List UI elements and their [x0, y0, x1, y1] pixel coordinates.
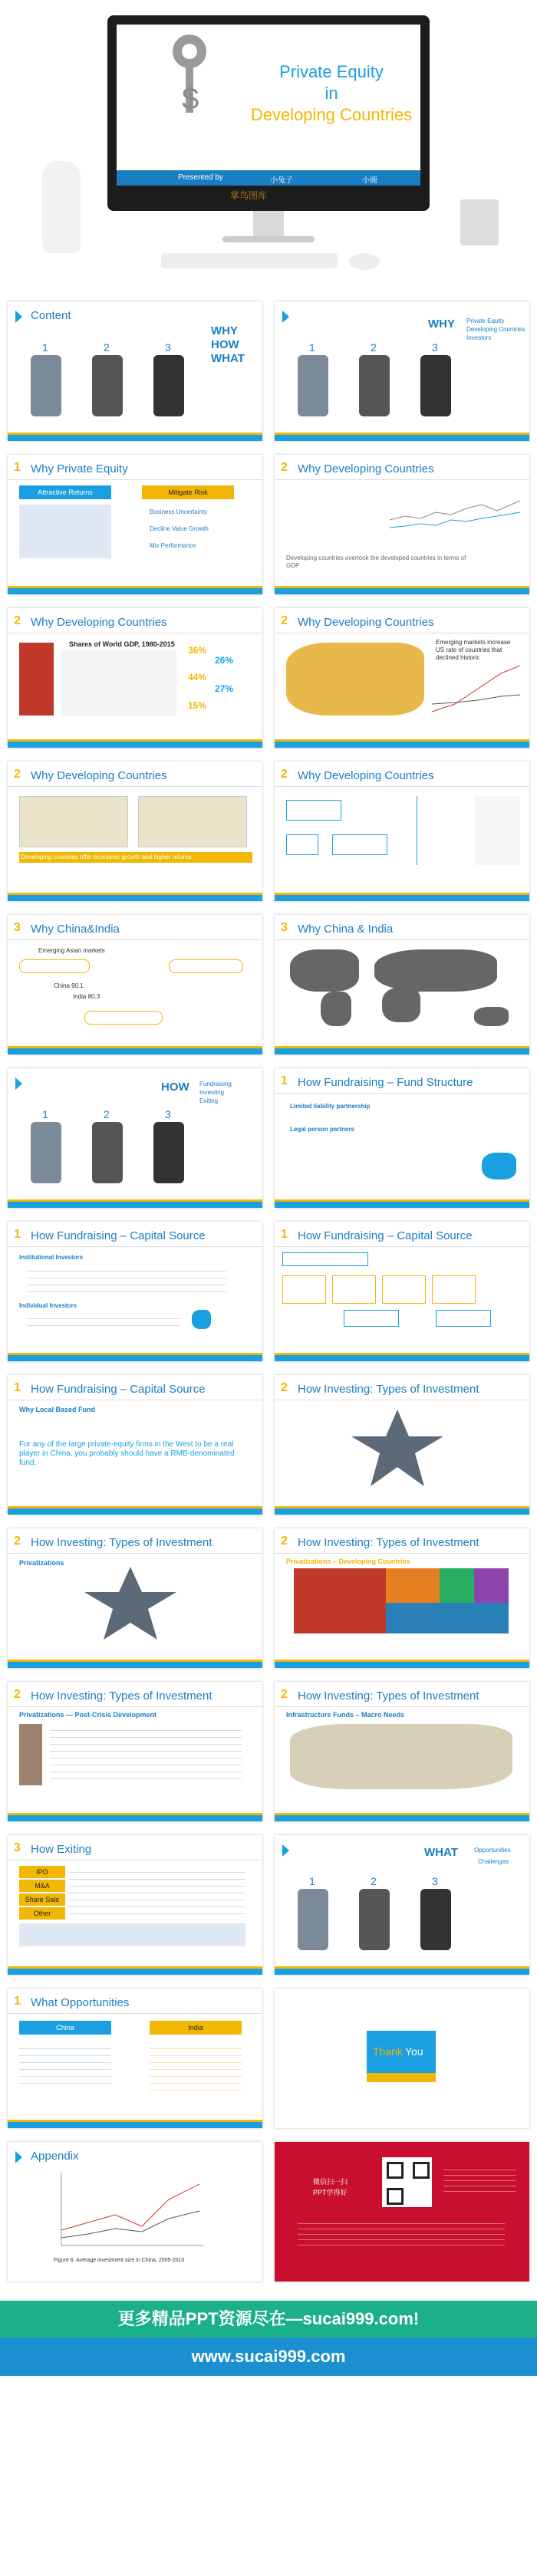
photo-strip	[19, 1724, 42, 1785]
qr-line-2: PPT学得好	[313, 2189, 348, 2196]
divider	[8, 786, 262, 787]
footer-bar	[8, 1815, 262, 1821]
phone-image	[420, 355, 451, 416]
chevron-right-icon	[282, 1844, 289, 1857]
step-number: 2	[104, 341, 110, 354]
slide-title: Why Developing Countries	[298, 462, 434, 475]
slide-title: Why Developing Countries	[31, 769, 167, 782]
section-number: 1	[14, 461, 21, 474]
footer-bar	[8, 895, 262, 901]
phone-image	[153, 1122, 184, 1183]
divider	[8, 2013, 262, 2014]
footer-bar	[275, 588, 529, 594]
why-how-what	[211, 324, 245, 366]
section-heading: Privatizations — Post-Crisis Development	[19, 1711, 157, 1719]
hero-title-line3: Developing Countries	[250, 105, 413, 124]
mindmap-details	[474, 796, 520, 865]
percent-label: 27%	[215, 683, 234, 694]
mindmap-branch	[417, 796, 475, 865]
section-number: 2	[14, 1535, 21, 1548]
svg-text:$: $	[182, 82, 199, 116]
section-number: 1	[14, 1381, 21, 1394]
section-number: 3	[14, 1841, 21, 1854]
china-box: China	[19, 2021, 111, 2035]
slide-what[interactable]	[275, 1835, 529, 1975]
footer-bar	[275, 1048, 529, 1054]
slide-note: Emerging markets increase US rate of countries that declined historic	[436, 639, 511, 661]
qr-line-1: 微信扫一扫	[313, 2178, 348, 2186]
map-africa	[382, 988, 420, 1022]
promo-text-block	[298, 2219, 505, 2249]
slide-what-opportunities[interactable]	[8, 1989, 262, 2128]
how-item: Investing	[199, 1089, 225, 1096]
section-number: 1	[281, 1228, 288, 1241]
slide-capital-source-1[interactable]	[8, 1222, 262, 1361]
india-map-icon	[192, 1310, 211, 1329]
divider	[275, 1246, 529, 1247]
pencil-cup-illustration	[460, 199, 499, 245]
attractive-returns-box: Attractive Returns	[19, 485, 111, 499]
slide-capital-source-3[interactable]	[8, 1375, 262, 1515]
section-number: 1	[14, 1995, 21, 2008]
slide-title: What Opportunities	[31, 1996, 130, 2009]
treemap-block	[386, 1603, 509, 1633]
what-item: Challenges	[478, 1858, 509, 1865]
hero-title	[247, 61, 416, 126]
promo-text-block	[443, 2165, 516, 2196]
investment-size-chart	[54, 2169, 207, 2253]
phone-image	[359, 1889, 390, 1950]
step-number: 3	[432, 1875, 438, 1887]
slide-why[interactable]	[275, 301, 529, 441]
exit-table	[19, 1923, 245, 1946]
footer-bar	[275, 1202, 529, 1208]
promo-banner[interactable]	[0, 2301, 537, 2337]
slide-title: Why China&India	[31, 923, 120, 936]
treemap-block	[474, 1568, 509, 1603]
keyboard-illustration	[161, 253, 338, 268]
footer-bar	[275, 1355, 529, 1361]
footer-bar	[275, 895, 529, 901]
investor-type: Institutional Investors	[19, 1254, 84, 1261]
section-number: 2	[281, 1535, 288, 1548]
monitor-base	[222, 236, 315, 242]
slide-types-1[interactable]	[275, 1375, 529, 1515]
divider	[275, 1553, 529, 1554]
presenter-label: Presented by	[178, 173, 223, 182]
phone-image	[153, 355, 184, 416]
step-number: 2	[104, 1108, 110, 1120]
risk-item: Decline Value Growth	[150, 525, 209, 532]
section-number: 3	[14, 921, 21, 934]
mindmap-node	[332, 834, 387, 855]
slide-title: Content	[31, 309, 71, 322]
text-block	[150, 2042, 242, 2096]
footer-bar	[275, 742, 529, 748]
slide-why-developing-3[interactable]	[275, 608, 529, 748]
section-number: 2	[281, 614, 288, 627]
footer-bar	[8, 435, 262, 441]
slide-why-developing-1[interactable]	[275, 455, 529, 594]
presenter-bar	[117, 170, 420, 186]
hero-watermark: 掌鸟图库	[230, 190, 268, 201]
footer-bar	[8, 1048, 262, 1054]
chevron-right-icon	[15, 2151, 22, 2163]
gdp-share-chart	[61, 650, 176, 716]
slide-title: Why China & India	[298, 923, 394, 936]
exit-route: Other	[19, 1907, 65, 1920]
how-item: Exiting	[199, 1097, 219, 1104]
slide-title: How Investing: Types of Investment	[31, 1689, 212, 1703]
slide-title: How Investing: Types of Investment	[31, 1536, 212, 1549]
figure-caption: Figure 6. Average investment size in China, 2005-2010	[54, 2258, 185, 2263]
step-number: 1	[42, 1108, 48, 1120]
how-item: Fundraising	[199, 1081, 232, 1087]
text-block	[19, 2042, 111, 2088]
quote-text: For any of the large private-equity firms in the West to be a real player in China, you probably should have a RMB-denominated fund.	[19, 1440, 235, 1467]
phone-image	[31, 355, 61, 416]
risk-item: Business Uncertainty	[150, 508, 208, 515]
hero-section	[0, 0, 537, 295]
qr-code[interactable]	[382, 2157, 432, 2207]
map-australia	[474, 1007, 509, 1026]
percent-label: 26%	[215, 655, 234, 666]
slide-why-developing-4[interactable]	[8, 762, 262, 901]
footer-bar	[8, 1202, 262, 1208]
phone-image	[31, 1122, 61, 1183]
monitor-screen	[117, 25, 420, 186]
slide-title: How Fundraising – Capital Source	[298, 1229, 473, 1242]
mouse-illustration	[349, 253, 380, 270]
percent-label: 44%	[188, 672, 207, 683]
divider	[275, 786, 529, 787]
slide-title: Why Developing Countries	[31, 616, 167, 629]
slide-note: Developing countries offer economic growth and higher returns	[19, 852, 252, 863]
thank-you-accent	[367, 2073, 436, 2082]
slide-title: Appendix	[31, 2150, 79, 2163]
promo-banner-text: 更多精品PPT资源尽在—sucai999.com!	[117, 2309, 420, 2328]
section-number: 2	[281, 461, 288, 474]
returns-table	[19, 505, 111, 558]
flow-box	[436, 1310, 491, 1327]
divider	[275, 939, 529, 940]
slide-title: Why Developing Countries	[298, 616, 434, 629]
presenter-name-2: 小鹿	[362, 176, 377, 185]
structure-item: Limited liability partnership	[290, 1103, 371, 1110]
flow-box	[332, 1275, 376, 1304]
what-label: WHAT	[211, 352, 245, 365]
why-item: Private Equity	[466, 317, 505, 324]
what-label: WHAT	[424, 1846, 458, 1859]
section-number: 1	[281, 1074, 288, 1087]
why-label: WHY	[211, 324, 238, 337]
flow-box	[432, 1275, 476, 1304]
what-item: Opportunities	[474, 1847, 511, 1854]
india-stat: India 80.3	[73, 993, 100, 1000]
you-text: You	[405, 2045, 423, 2058]
footer-bar	[275, 1969, 529, 1975]
step-number: 2	[371, 1875, 377, 1887]
text-block	[50, 1724, 242, 1785]
slide-types-3[interactable]	[275, 1528, 529, 1668]
pill	[84, 1011, 163, 1025]
section-number: 2	[281, 768, 288, 781]
footer-bar	[8, 588, 262, 594]
slide-why-china-india-map[interactable]	[275, 915, 529, 1054]
opportunity-map-2005	[19, 796, 128, 847]
footer-bar	[8, 742, 262, 748]
emerging-markets-chart	[432, 658, 520, 719]
section-heading: Privatizations – Developing Countries	[286, 1558, 410, 1565]
section-heading: Infrastructure Funds – Macro Needs	[286, 1711, 405, 1719]
india-box: India	[150, 2021, 242, 2035]
text-block	[69, 1866, 245, 1920]
slide-title: Why Developing Countries	[298, 769, 434, 782]
slide-thank-you[interactable]	[275, 1989, 529, 2128]
step-number: 1	[42, 341, 48, 354]
hero-title-line1: Private Equity	[279, 62, 384, 81]
section-number: 2	[14, 614, 21, 627]
slide-title: How Fundraising – Capital Source	[31, 1383, 206, 1396]
phone-image	[420, 1889, 451, 1950]
divider	[275, 479, 529, 480]
poster-image	[19, 643, 54, 716]
slide-capital-source-2[interactable]	[275, 1222, 529, 1361]
why-list	[466, 317, 525, 342]
slide-title: How Exiting	[31, 1843, 92, 1856]
chevron-right-icon	[15, 1077, 22, 1090]
footer-bar	[8, 2122, 262, 2128]
section-number: 1	[14, 1228, 21, 1241]
structure-item: Legal person partners	[290, 1126, 355, 1133]
hero-title-line2: in	[325, 84, 338, 103]
footer-bar	[275, 1662, 529, 1668]
vase-illustration	[42, 161, 81, 253]
slide-title: How Fundraising – Fund Structure	[298, 1076, 473, 1089]
section-number: 2	[281, 1381, 288, 1394]
text-block	[27, 1265, 226, 1295]
key-icon	[151, 28, 236, 128]
site-banner[interactable]	[0, 2337, 537, 2376]
slide-note: Developing countries overtook the developed countries in terms of GDP	[286, 554, 466, 569]
why-item: Investors	[466, 334, 492, 341]
percent-label: 15%	[188, 700, 207, 711]
treemap-block	[294, 1568, 386, 1633]
china-stat: China 90.1	[54, 982, 84, 989]
divider	[8, 1553, 262, 1554]
map-eurasia	[374, 949, 497, 992]
slide-title: How Investing: Types of Investment	[298, 1536, 479, 1549]
phone-image	[92, 1122, 123, 1183]
flow-box	[282, 1275, 326, 1304]
exit-route: Share Sale	[19, 1893, 65, 1906]
exit-route: IPO	[19, 1866, 65, 1878]
section-number: 2	[14, 768, 21, 781]
opportunity-map-2011	[138, 796, 247, 847]
slide-content[interactable]	[8, 301, 262, 441]
section-heading: Why Local Based Fund	[19, 1406, 96, 1413]
flow-box	[344, 1310, 399, 1327]
section-number: 2	[14, 1688, 21, 1701]
slide-why-china-india[interactable]	[8, 915, 262, 1054]
slide-fund-structure[interactable]	[275, 1068, 529, 1208]
pill	[19, 959, 90, 973]
step-number: 3	[165, 341, 171, 354]
thank-text: Thank	[373, 2045, 403, 2058]
divider	[8, 939, 262, 940]
slide-title: How Investing: Types of Investment	[298, 1689, 479, 1703]
chevron-right-icon	[15, 311, 22, 323]
slide-types-4[interactable]	[8, 1682, 262, 1821]
flow-box	[382, 1275, 426, 1304]
step-number: 1	[309, 341, 315, 354]
china-map-icon	[482, 1153, 516, 1179]
step-number: 3	[432, 341, 438, 354]
phone-image	[298, 355, 328, 416]
qr-caption	[313, 2176, 348, 2198]
slide-types-2[interactable]	[8, 1528, 262, 1668]
mindmap-node	[286, 800, 341, 821]
footer-bar	[275, 435, 529, 441]
slide-why-private-equity[interactable]	[8, 455, 262, 594]
footer-bar	[8, 1508, 262, 1515]
monitor-stand	[253, 211, 284, 239]
divider	[275, 1706, 529, 1707]
mitigate-risk-box: Mitigate Risk	[142, 485, 234, 499]
section-number: 3	[281, 921, 288, 934]
slide-why-developing-5[interactable]	[275, 762, 529, 901]
slide-how[interactable]	[8, 1068, 262, 1208]
slide-qr-promo[interactable]	[275, 2142, 529, 2282]
step-number: 2	[371, 341, 377, 354]
section-heading: Privatizations	[19, 1559, 64, 1567]
divider	[8, 479, 262, 480]
risk-item: Mix Performance	[150, 542, 196, 549]
slide-why-developing-2[interactable]	[8, 608, 262, 748]
slide-types-5[interactable]	[275, 1682, 529, 1821]
star-diagram	[348, 1406, 447, 1490]
treemap-block	[440, 1568, 474, 1603]
mindmap-node	[286, 834, 318, 855]
text-block	[27, 1312, 180, 1326]
footer-bar	[275, 1815, 529, 1821]
slide-title: How Fundraising – Capital Source	[31, 1229, 206, 1242]
section-number: 2	[281, 1688, 288, 1701]
footer-bar	[8, 1355, 262, 1361]
footer-bar	[275, 1508, 529, 1515]
percent-label: 36%	[188, 645, 207, 656]
chart-title: Shares of World GDP, 1980-2015	[69, 640, 175, 648]
footer-bar	[8, 1662, 262, 1668]
phone-image	[298, 1889, 328, 1950]
why-item: Developing Countries	[466, 326, 525, 333]
phone-image	[359, 355, 390, 416]
divider	[275, 1093, 529, 1094]
how-list	[199, 1080, 232, 1105]
map-south-america	[321, 992, 351, 1026]
page-bottom-spacer	[0, 2376, 537, 2576]
pill	[169, 959, 243, 973]
slide-title: How Investing: Types of Investment	[298, 1383, 479, 1396]
divider	[8, 1706, 262, 1707]
infrastructure-map	[290, 1724, 512, 1789]
how-label: HOW	[211, 338, 239, 351]
how-label: HOW	[161, 1081, 189, 1094]
why-label: WHY	[428, 317, 455, 331]
slide-appendix[interactable]	[8, 2142, 262, 2282]
chevron-right-icon	[282, 311, 289, 323]
world-heat-map	[286, 643, 424, 716]
gdp-line-chart	[390, 489, 520, 543]
step-number: 1	[309, 1875, 315, 1887]
flow-box	[282, 1252, 368, 1266]
exit-route: M&A	[19, 1880, 65, 1892]
investor-type: Individual Investors	[19, 1302, 77, 1309]
map-americas	[290, 949, 359, 992]
divider	[8, 1246, 262, 1247]
phone-image	[92, 355, 123, 416]
slide-how-exiting[interactable]	[8, 1835, 262, 1975]
treemap-block	[386, 1568, 440, 1603]
slide-subtitle: Emerging Asian markets	[38, 947, 105, 954]
slide-title: Why Private Equity	[31, 462, 128, 475]
presenter-name-1: 小兔子	[270, 176, 293, 185]
footer-bar	[8, 1969, 262, 1975]
step-number: 3	[165, 1108, 171, 1120]
star-diagram	[81, 1563, 180, 1643]
site-url-text: www.sucai999.com	[191, 2347, 346, 2366]
